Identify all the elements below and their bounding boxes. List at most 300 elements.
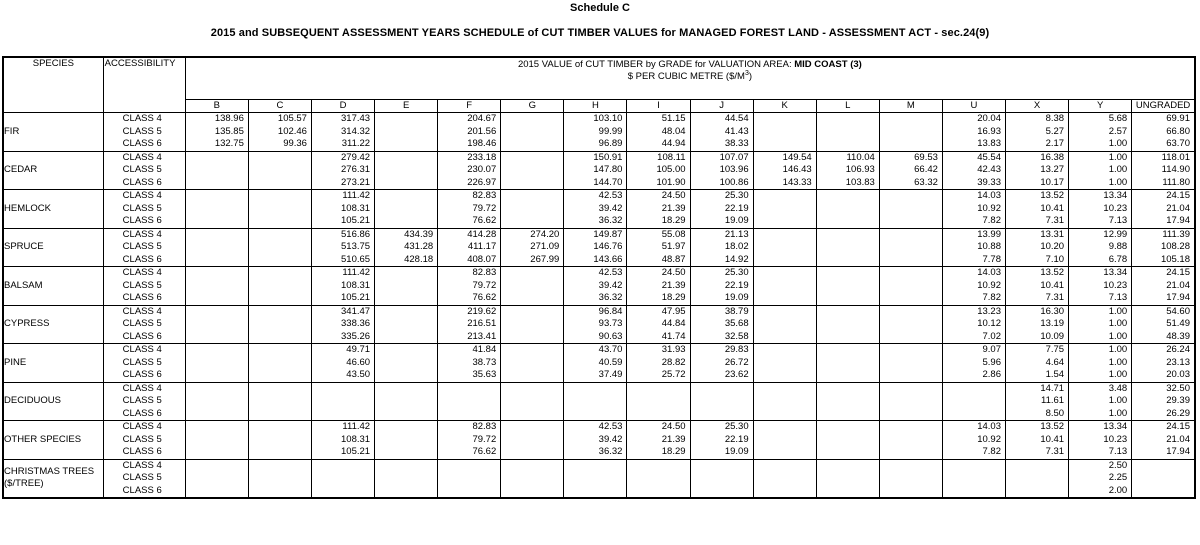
- value-cell-c: 99.36: [248, 138, 311, 151]
- value-cell-x: 13.27: [1006, 164, 1069, 177]
- value-cell-h: 37.49: [564, 369, 627, 382]
- table-row: [3, 138, 1195, 151]
- value-cell-ungraded: 24.15: [1132, 421, 1195, 434]
- species-header: SPECIES: [3, 57, 103, 113]
- value-cell-b: [185, 395, 248, 408]
- value-cell-ungraded: 24.15: [1132, 267, 1195, 280]
- value-cell-f: 79.72: [438, 203, 501, 216]
- value-cell-h: [564, 395, 627, 408]
- table-row: [3, 446, 1195, 459]
- value-cell-ungraded: 29.39: [1132, 395, 1195, 408]
- value-cell-x: 10.41: [1006, 280, 1069, 293]
- value-cell-l: [816, 408, 879, 421]
- value-cell-c: [248, 344, 311, 357]
- value-cell-u: 10.92: [942, 280, 1005, 293]
- value-cell-j: 41.43: [690, 126, 753, 139]
- value-cell-k: [753, 190, 816, 203]
- value-cell-k: [753, 215, 816, 228]
- value-cell-b: [185, 267, 248, 280]
- table-row: [3, 254, 1195, 267]
- value-cell-c: [248, 203, 311, 216]
- value-cell-x: 10.09: [1006, 331, 1069, 344]
- value-cell-b: [185, 228, 248, 241]
- value-cell-m: [879, 126, 942, 139]
- value-cell-c: 105.57: [248, 113, 311, 126]
- value-cell-u: 20.04: [942, 113, 1005, 126]
- value-cell-x: 8.50: [1006, 408, 1069, 421]
- value-cell-b: [185, 446, 248, 459]
- value-cell-k: [753, 292, 816, 305]
- value-cell-h: 36.32: [564, 215, 627, 228]
- value-cell-u: 45.54: [942, 151, 1005, 164]
- value-cell-d: 46.60: [311, 357, 374, 370]
- value-cell-f: [438, 459, 501, 472]
- value-cell-g: [501, 151, 564, 164]
- value-cell-l: [816, 241, 879, 254]
- value-cell-ungraded: 21.04: [1132, 434, 1195, 447]
- value-cell-b: [185, 164, 248, 177]
- value-cell-c: [248, 382, 311, 395]
- value-cell-k: [753, 446, 816, 459]
- value-cell-d: 279.42: [311, 151, 374, 164]
- value-cell-d: 105.21: [311, 215, 374, 228]
- value-cell-h: 93.73: [564, 318, 627, 331]
- value-cell-f: 213.41: [438, 331, 501, 344]
- value-cell-b: 132.75: [185, 138, 248, 151]
- value-cell-y: 1.00: [1069, 305, 1132, 318]
- value-cell-g: [501, 177, 564, 190]
- value-cell-m: [879, 344, 942, 357]
- value-cell-u: [942, 408, 1005, 421]
- value-cell-h: 42.53: [564, 421, 627, 434]
- value-cell-l: [816, 113, 879, 126]
- table-row: [3, 164, 1195, 177]
- table-row: [3, 292, 1195, 305]
- value-cell-c: [248, 446, 311, 459]
- value-cell-g: [501, 485, 564, 499]
- value-cell-l: [816, 292, 879, 305]
- value-cell-b: [185, 318, 248, 331]
- value-cell-e: [375, 203, 438, 216]
- value-cell-m: [879, 138, 942, 151]
- value-cell-e: [375, 331, 438, 344]
- table-row: [3, 369, 1195, 382]
- value-cell-m: [879, 485, 942, 499]
- value-cell-k: [753, 318, 816, 331]
- accessibility-class-cell: CLASS 5: [103, 318, 185, 331]
- value-cell-j: 22.19: [690, 203, 753, 216]
- table-row: [3, 318, 1195, 331]
- value-cell-j: [690, 408, 753, 421]
- value-cell-y: 13.34: [1069, 190, 1132, 203]
- value-cell-u: 13.83: [942, 138, 1005, 151]
- value-cell-e: [375, 382, 438, 395]
- species-cell: BALSAM: [3, 267, 103, 306]
- value-cell-e: [375, 151, 438, 164]
- value-cell-i: 18.29: [627, 292, 690, 305]
- value-cell-y: 1.00: [1069, 369, 1132, 382]
- value-cell-ungraded: 69.91: [1132, 113, 1195, 126]
- value-cell-ungraded: 63.70: [1132, 138, 1195, 151]
- value-cell-k: [753, 472, 816, 485]
- value-cell-d: 341.47: [311, 305, 374, 318]
- value-cell-ungraded: 111.39: [1132, 228, 1195, 241]
- value-cell-c: [248, 190, 311, 203]
- table-row: [3, 203, 1195, 216]
- value-cell-c: [248, 254, 311, 267]
- value-cell-k: [753, 228, 816, 241]
- value-cell-l: [816, 267, 879, 280]
- value-cell-f: [438, 472, 501, 485]
- accessibility-class-cell: CLASS 4: [103, 113, 185, 126]
- value-cell-u: [942, 382, 1005, 395]
- table-row: [3, 472, 1195, 485]
- value-cell-f: 76.62: [438, 292, 501, 305]
- accessibility-class-cell: CLASS 4: [103, 151, 185, 164]
- value-cell-d: 311.22: [311, 138, 374, 151]
- value-cell-k: [753, 113, 816, 126]
- value-cell-c: [248, 164, 311, 177]
- value-cell-g: [501, 369, 564, 382]
- value-cell-j: 19.09: [690, 292, 753, 305]
- grade-header-k: K: [753, 99, 816, 112]
- value-cell-ungraded: [1132, 459, 1195, 472]
- value-cell-u: 9.07: [942, 344, 1005, 357]
- value-cell-c: [248, 241, 311, 254]
- value-cell-j: 44.54: [690, 113, 753, 126]
- value-cell-d: 513.75: [311, 241, 374, 254]
- value-cell-m: [879, 113, 942, 126]
- value-cell-m: [879, 434, 942, 447]
- value-cell-u: 2.86: [942, 369, 1005, 382]
- value-cell-j: 29.83: [690, 344, 753, 357]
- value-cell-u: 7.02: [942, 331, 1005, 344]
- accessibility-class-cell: CLASS 4: [103, 190, 185, 203]
- value-cell-i: 108.11: [627, 151, 690, 164]
- value-cell-ungraded: 118.01: [1132, 151, 1195, 164]
- value-cell-i: [627, 408, 690, 421]
- value-cell-x: 10.41: [1006, 203, 1069, 216]
- value-cell-m: [879, 408, 942, 421]
- value-cell-g: [501, 395, 564, 408]
- value-cell-y: 5.68: [1069, 113, 1132, 126]
- table-row: [3, 113, 1195, 126]
- value-cell-h: 149.87: [564, 228, 627, 241]
- value-cell-e: [375, 305, 438, 318]
- value-cell-ungraded: [1132, 472, 1195, 485]
- value-cell-f: 233.18: [438, 151, 501, 164]
- value-cell-c: [248, 318, 311, 331]
- grade-header-g: G: [501, 99, 564, 112]
- value-cell-u: 10.88: [942, 241, 1005, 254]
- value-cell-f: 219.62: [438, 305, 501, 318]
- value-cell-y: 13.34: [1069, 421, 1132, 434]
- value-cell-l: [816, 138, 879, 151]
- value-cell-e: [375, 190, 438, 203]
- value-cell-c: 102.46: [248, 126, 311, 139]
- value-cell-g: [501, 472, 564, 485]
- value-cell-k: [753, 369, 816, 382]
- value-cell-l: 110.04: [816, 151, 879, 164]
- accessibility-class-cell: CLASS 4: [103, 228, 185, 241]
- value-cell-m: [879, 421, 942, 434]
- value-cell-k: [753, 241, 816, 254]
- value-cell-g: [501, 113, 564, 126]
- value-cell-x: 13.31: [1006, 228, 1069, 241]
- value-cell-l: [816, 318, 879, 331]
- value-cell-y: 6.78: [1069, 254, 1132, 267]
- value-cell-m: [879, 395, 942, 408]
- value-cell-j: 38.79: [690, 305, 753, 318]
- value-cell-i: 25.72: [627, 369, 690, 382]
- value-cell-m: [879, 369, 942, 382]
- value-cell-ungraded: 26.24: [1132, 344, 1195, 357]
- value-cell-g: [501, 357, 564, 370]
- value-cell-y: 10.23: [1069, 203, 1132, 216]
- value-cell-d: [311, 408, 374, 421]
- value-cell-j: 25.30: [690, 267, 753, 280]
- value-cell-ungraded: 21.04: [1132, 280, 1195, 293]
- value-cell-d: [311, 472, 374, 485]
- grade-header-c: C: [248, 99, 311, 112]
- value-cell-e: [375, 126, 438, 139]
- value-cell-h: 103.10: [564, 113, 627, 126]
- value-cell-m: [879, 254, 942, 267]
- value-cell-c: [248, 485, 311, 499]
- value-header-line1: 2015 VALUE of CUT TIMBER by GRADE for VALUATION AREA:: [517, 59, 792, 70]
- value-cell-h: 96.84: [564, 305, 627, 318]
- value-cell-y: 10.23: [1069, 434, 1132, 447]
- value-cell-i: 21.39: [627, 434, 690, 447]
- value-cell-f: 82.83: [438, 190, 501, 203]
- header-spacer: [185, 87, 1195, 100]
- table-row: [3, 215, 1195, 228]
- value-cell-j: 35.68: [690, 318, 753, 331]
- value-cell-k: 143.33: [753, 177, 816, 190]
- value-cell-x: 7.31: [1006, 292, 1069, 305]
- value-cell-k: [753, 138, 816, 151]
- value-cell-g: [501, 331, 564, 344]
- value-cell-x: 10.41: [1006, 434, 1069, 447]
- value-cell-b: [185, 331, 248, 344]
- value-cell-i: 51.15: [627, 113, 690, 126]
- schedule-label: Schedule C: [570, 2, 630, 14]
- value-cell-y: 2.00: [1069, 485, 1132, 499]
- value-cell-y: 1.00: [1069, 344, 1132, 357]
- value-cell-u: 10.92: [942, 203, 1005, 216]
- table-row: [3, 151, 1195, 164]
- table-row: [3, 344, 1195, 357]
- value-cell-i: 21.39: [627, 203, 690, 216]
- species-cell: CEDAR: [3, 151, 103, 190]
- value-cell-x: 7.31: [1006, 215, 1069, 228]
- value-cell-e: [375, 292, 438, 305]
- value-cell-h: 143.66: [564, 254, 627, 267]
- species-cell: DECIDUOUS: [3, 382, 103, 421]
- value-cell-l: [816, 254, 879, 267]
- value-cell-d: 108.31: [311, 280, 374, 293]
- value-cell-e: [375, 177, 438, 190]
- value-cell-f: 41.84: [438, 344, 501, 357]
- value-cell-u: 16.93: [942, 126, 1005, 139]
- value-cell-e: [375, 164, 438, 177]
- table-row: [3, 382, 1195, 395]
- value-cell-j: 21.13: [690, 228, 753, 241]
- table-row: [3, 177, 1195, 190]
- value-cell-e: [375, 280, 438, 293]
- value-cell-f: 414.28: [438, 228, 501, 241]
- value-cell-m: [879, 305, 942, 318]
- accessibility-class-cell: CLASS 6: [103, 369, 185, 382]
- accessibility-class-cell: CLASS 6: [103, 138, 185, 151]
- value-cell-i: [627, 459, 690, 472]
- value-cell-g: [501, 344, 564, 357]
- value-cell-b: [185, 241, 248, 254]
- value-cell-j: [690, 395, 753, 408]
- value-cell-b: [185, 280, 248, 293]
- value-cell-b: [185, 215, 248, 228]
- value-cell-e: [375, 485, 438, 499]
- value-cell-l: [816, 395, 879, 408]
- value-cell-l: [816, 421, 879, 434]
- accessibility-class-cell: CLASS 6: [103, 446, 185, 459]
- value-cell-g: [501, 318, 564, 331]
- value-cell-m: [879, 203, 942, 216]
- accessibility-class-cell: CLASS 4: [103, 459, 185, 472]
- value-cell-l: [816, 280, 879, 293]
- value-cell-d: [311, 382, 374, 395]
- value-cell-l: 106.93: [816, 164, 879, 177]
- value-cell-j: 19.09: [690, 446, 753, 459]
- value-cell-i: 28.82: [627, 357, 690, 370]
- value-cell-y: 1.00: [1069, 138, 1132, 151]
- value-cell-x: 4.64: [1006, 357, 1069, 370]
- accessibility-class-cell: CLASS 4: [103, 382, 185, 395]
- table-row: [3, 241, 1195, 254]
- table-row: [3, 267, 1195, 280]
- value-cell-g: [501, 382, 564, 395]
- value-cell-d: [311, 395, 374, 408]
- value-cell-c: [248, 459, 311, 472]
- value-cell-b: [185, 434, 248, 447]
- value-cell-ungraded: 108.28: [1132, 241, 1195, 254]
- value-cell-c: [248, 305, 311, 318]
- value-cell-e: [375, 446, 438, 459]
- species-cell: OTHER SPECIES: [3, 421, 103, 460]
- value-cell-u: 7.78: [942, 254, 1005, 267]
- value-cell-u: 7.82: [942, 215, 1005, 228]
- value-cell-b: [185, 344, 248, 357]
- value-cell-f: 216.51: [438, 318, 501, 331]
- value-cell-g: 267.99: [501, 254, 564, 267]
- value-cell-b: [185, 177, 248, 190]
- value-cell-j: 103.96: [690, 164, 753, 177]
- grade-header-b: B: [185, 99, 248, 112]
- value-cell-d: 273.21: [311, 177, 374, 190]
- value-cell-h: 40.59: [564, 357, 627, 370]
- accessibility-class-cell: CLASS 5: [103, 126, 185, 139]
- value-cell-l: [816, 126, 879, 139]
- value-cell-i: 41.74: [627, 331, 690, 344]
- value-cell-ungraded: 24.15: [1132, 190, 1195, 203]
- value-cell-k: [753, 254, 816, 267]
- value-cell-g: [501, 164, 564, 177]
- value-cell-e: [375, 395, 438, 408]
- value-cell-l: [816, 357, 879, 370]
- value-cell-ungraded: 26.29: [1132, 408, 1195, 421]
- value-cell-ungraded: 105.18: [1132, 254, 1195, 267]
- value-cell-f: 230.07: [438, 164, 501, 177]
- value-cell-u: 13.23: [942, 305, 1005, 318]
- cut-timber-values-table: [2, 56, 1196, 499]
- value-cell-h: [564, 408, 627, 421]
- value-cell-x: 14.71: [1006, 382, 1069, 395]
- value-cell-k: [753, 305, 816, 318]
- value-cell-g: 271.09: [501, 241, 564, 254]
- value-header-line2: $ PER CUBIC METRE $(\$/M^3)$: [627, 69, 753, 82]
- value-cell-m: [879, 459, 942, 472]
- value-cell-c: [248, 369, 311, 382]
- value-cell-f: 76.62: [438, 215, 501, 228]
- value-cell-ungraded: 32.50: [1132, 382, 1195, 395]
- grade-header-x: X: [1006, 99, 1069, 112]
- accessibility-class-cell: CLASS 5: [103, 395, 185, 408]
- value-cell-d: 276.31: [311, 164, 374, 177]
- value-cell-h: 39.42: [564, 434, 627, 447]
- value-cell-y: 1.00: [1069, 395, 1132, 408]
- value-cell-g: [501, 190, 564, 203]
- value-cell-ungraded: 21.04: [1132, 203, 1195, 216]
- value-cell-d: 111.42: [311, 190, 374, 203]
- accessibility-class-cell: CLASS 6: [103, 408, 185, 421]
- value-cell-y: 2.25: [1069, 472, 1132, 485]
- value-cell-ungraded: 20.03: [1132, 369, 1195, 382]
- value-cell-h: 39.42: [564, 280, 627, 293]
- value-cell-ungraded: 23.13: [1132, 357, 1195, 370]
- value-cell-d: [311, 485, 374, 499]
- value-cell-x: 10.17: [1006, 177, 1069, 190]
- value-cell-i: [627, 472, 690, 485]
- table-row: [3, 485, 1195, 499]
- species-cell: FIR: [3, 113, 103, 152]
- value-cell-x: 16.30: [1006, 305, 1069, 318]
- value-cell-u: 13.99: [942, 228, 1005, 241]
- value-cell-k: 149.54: [753, 151, 816, 164]
- value-cell-l: [816, 331, 879, 344]
- value-cell-l: [816, 485, 879, 499]
- value-cell-f: 79.72: [438, 280, 501, 293]
- value-cell-k: [753, 126, 816, 139]
- accessibility-class-cell: CLASS 4: [103, 344, 185, 357]
- value-cell-i: 55.08: [627, 228, 690, 241]
- value-cell-m: [879, 357, 942, 370]
- accessibility-class-cell: CLASS 6: [103, 485, 185, 499]
- table-row: [3, 357, 1195, 370]
- value-cell-m: [879, 241, 942, 254]
- accessibility-header: ACCESSIBILITY: [103, 57, 185, 113]
- value-cell-k: [753, 421, 816, 434]
- value-cell-k: [753, 434, 816, 447]
- value-cell-m: [879, 331, 942, 344]
- accessibility-class-cell: CLASS 4: [103, 267, 185, 280]
- value-cell-k: [753, 267, 816, 280]
- value-cell-h: 43.70: [564, 344, 627, 357]
- accessibility-class-cell: CLASS 6: [103, 331, 185, 344]
- value-cell-b: [185, 254, 248, 267]
- value-cell-c: [248, 331, 311, 344]
- value-cell-h: 96.89: [564, 138, 627, 151]
- value-cell-k: [753, 408, 816, 421]
